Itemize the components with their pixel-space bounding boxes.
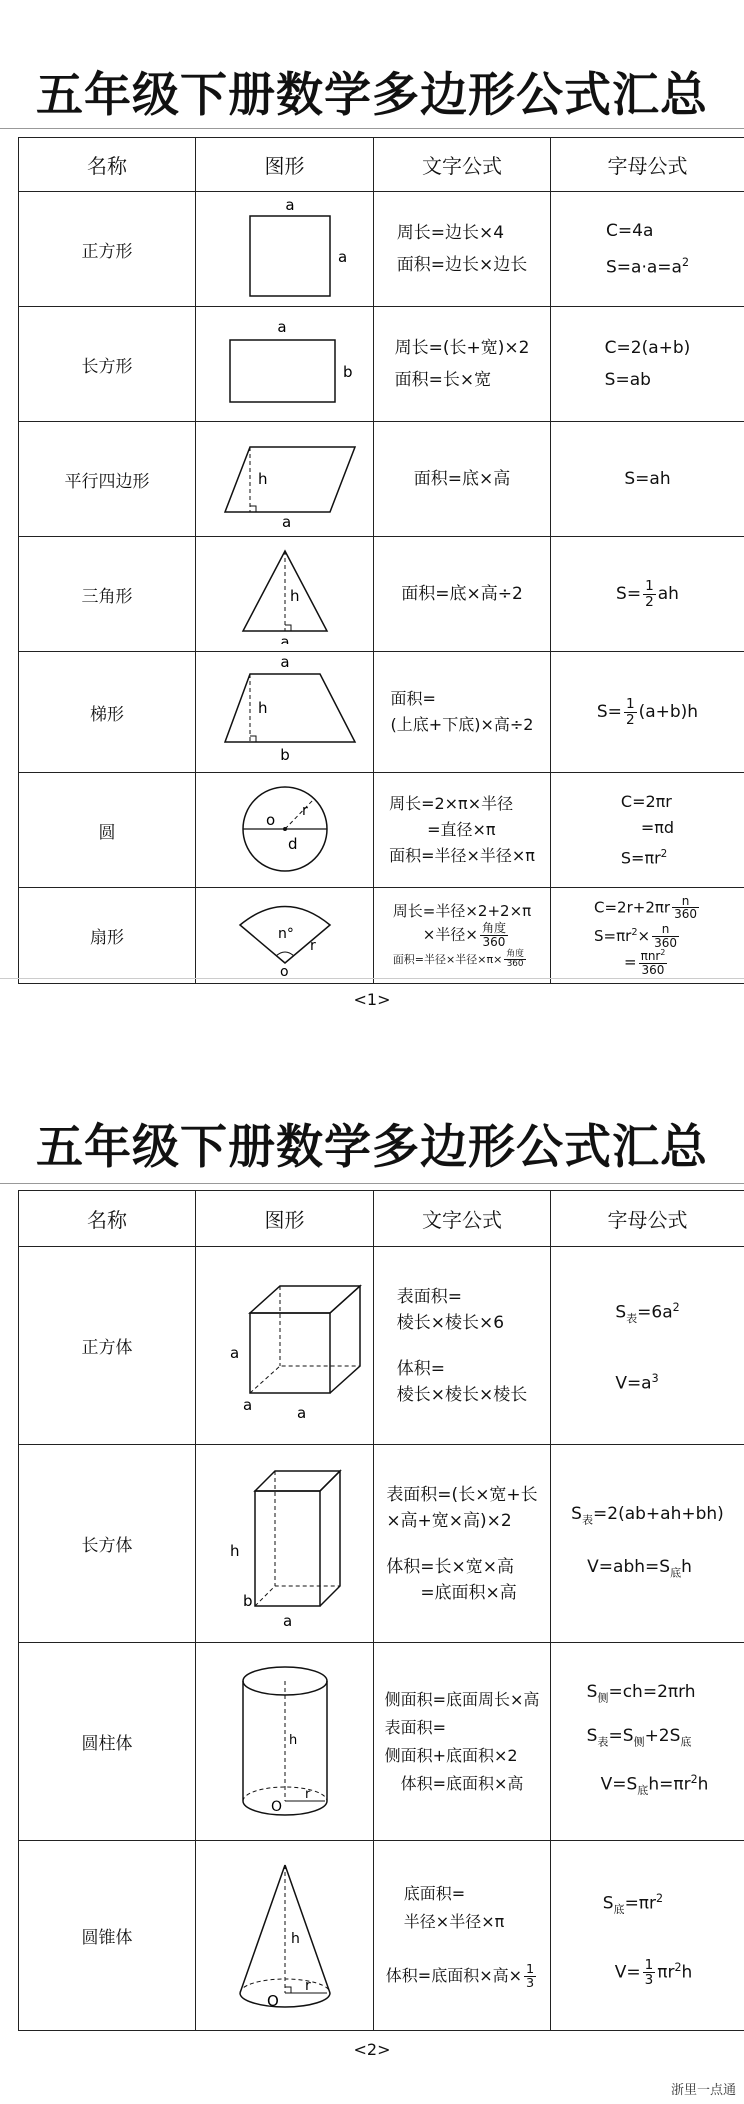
svg-text:h: h [290,1931,300,1947]
svg-text:h: h [257,469,268,488]
shape-name: 正方形 [19,192,196,307]
figure-cell [196,307,374,422]
svg-text:r: r [301,803,308,819]
figure-cell [196,652,374,773]
letter-formula: C=2(a+b) S=ab [551,307,744,422]
figure-cell [196,1247,374,1445]
svg-text:h: h [257,699,268,717]
page-number-1: <1> [353,990,391,1009]
table-row [19,773,744,888]
shape-name: 圆锥体 [19,1841,196,2031]
text-formula: 面积=底×高 [374,422,551,537]
figure-cell [196,773,374,888]
formula-table-2 [18,1190,744,2031]
letter-formula: C=2πr =πd $S=\pi r^2$ [551,773,744,888]
letter-formula: C=4a $S=a\cdot a=a^2$ [551,192,744,307]
rectangle-figure [210,312,360,412]
svg-text:r: r [304,1978,311,1994]
svg-text:a: a [282,1612,292,1630]
table-row [19,1643,744,1841]
triangle-figure [210,539,360,644]
svg-text:o: o [265,811,275,829]
svg-text:O: O [270,1799,282,1815]
shape-name: 扇形 [19,888,196,984]
figure-cell [196,1643,374,1841]
text-formula: 周长=(长+宽)×2 面积=长×宽 [374,307,551,422]
figure-cell [196,1841,374,2031]
figure-cell [196,422,374,537]
svg-text:d: d [287,835,298,853]
letter-formula: $S_表=2(ab+ah+bh)$ $V=abh=S_底h$ [551,1445,744,1643]
formula-table-1 [18,137,744,984]
shape-name: 圆柱体 [19,1643,196,1841]
header-figure: 图形 [196,138,374,192]
svg-text:a: a [296,1404,306,1422]
table-row [19,1841,744,2031]
svg-text:a: a [279,633,290,644]
svg-text:h: h [289,587,300,605]
header-text-formula: 文字公式 [374,1191,551,1247]
shape-name: 平行四边形 [19,422,196,537]
figure-cell [196,888,374,984]
figure-cell [196,192,374,307]
text-formula: 侧面积=底面周长×高 表面积= 侧面积+底面积×2 体积=底面积×高 [374,1643,551,1841]
table-row [19,537,744,652]
watermark-text: 浙里一点通 [670,2083,736,2098]
page-title-1: 五年级下册数学多边形公式汇总 [36,68,708,123]
text-formula: 周长=半径×2+2×π ×半径× 角度 360 面积=半径×半径×π× 角度 360 [374,888,551,984]
shape-name: 圆 [19,773,196,888]
text-formula: 周长=边长×4 面积=边长×边长 [374,192,551,307]
header-letter-formula: 字母公式 [551,1191,744,1247]
shape-name: 长方体 [19,1445,196,1643]
svg-text:o: o [279,964,289,978]
header-text-formula: 文字公式 [374,138,551,192]
svg-text:a: a [229,1344,239,1362]
table-row [19,888,744,984]
text-formula: 底面积= 半径×半径×π 体积=底面积×高× $\frac{1}{3}$ [374,1841,551,2031]
shape-name: 梯形 [19,652,196,773]
square-figure [210,194,360,299]
table-row [19,192,744,307]
svg-text:a: a [279,653,290,671]
letter-formula: S= $\frac{1}{2}$ (a+b)h [551,652,744,773]
svg-text:b: b [242,1592,253,1610]
cube-figure [205,1258,365,1428]
figure-cell [196,1445,374,1643]
figure-cell [196,537,374,652]
parallelogram-figure [210,427,360,527]
svg-text:r: r [309,938,316,954]
header-letter-formula: 字母公式 [551,138,744,192]
text-formula: 面积=底×高÷2 [374,537,551,652]
svg-text:r: r [304,1787,310,1802]
svg-text:a: a [242,1396,252,1414]
divider [0,1183,744,1184]
svg-text:a: a [281,512,291,527]
letter-formula: S= $\frac{1}{2}$ ah [551,537,744,652]
shape-name: 长方形 [19,307,196,422]
divider [0,128,744,129]
table-row [19,307,744,422]
letter-formula: $S_侧=ch=2\pi rh$ $S_表=S_侧+2S_底$ $V=S_底h=\pi r^2h$ [551,1643,744,1841]
text-formula: 表面积=(长×宽+长 ×高+宽×高)×2 体积=长×宽×高 =底面积×高 [374,1445,551,1643]
page-number-2: <2> [353,2040,391,2059]
table-row [19,1445,744,1643]
svg-text:h: h [288,1733,297,1748]
text-formula: 表面积= 棱长×棱长×6 体积= 棱长×棱长×棱长 [374,1247,551,1445]
cuboid-figure [205,1451,365,1631]
trapezoid-figure [210,652,360,767]
svg-text:n°: n° [277,926,294,942]
svg-text:a: a [337,248,347,266]
svg-text:h: h [229,1542,240,1560]
table-row [19,652,744,773]
circle-figure [210,775,360,880]
svg-text:b: b [279,746,290,764]
table-row [19,422,744,537]
page-title-2: 五年级下册数学多边形公式汇总 [36,1120,708,1175]
shape-name: 正方体 [19,1247,196,1445]
text-formula: 周长=2×π×半径 =直径×π 面积=半径×半径×π [374,773,551,888]
svg-text:b: b [342,362,353,381]
shape-name: 三角形 [19,537,196,652]
divider [0,978,744,979]
letter-formula: $S_表=6a^2$ $V=a^3$ [551,1247,744,1445]
cone-figure [205,1843,365,2023]
sector-figure [210,888,360,978]
letter-formula: S=ah [551,422,744,537]
letter-formula: $S_底=\pi r^2$ V= $\frac{1}{3}$ $\pi r^2h$ [551,1841,744,2031]
header-figure: 图形 [196,1191,374,1247]
text-formula: 面积= (上底+下底)×高÷2 [374,652,551,773]
svg-text:O: O [266,1992,279,2010]
table-row [19,1247,744,1445]
letter-formula: C=2r+2πr $\frac{n}{360}$ $S=\pi r^2\times$ $\frac{n}{360}$ = πnr$^2$ 360 [551,888,744,984]
svg-text:a: a [284,196,295,214]
header-name: 名称 [19,138,196,192]
svg-text:a: a [276,317,287,336]
header-name: 名称 [19,1191,196,1247]
cylinder-figure [205,1649,365,1829]
